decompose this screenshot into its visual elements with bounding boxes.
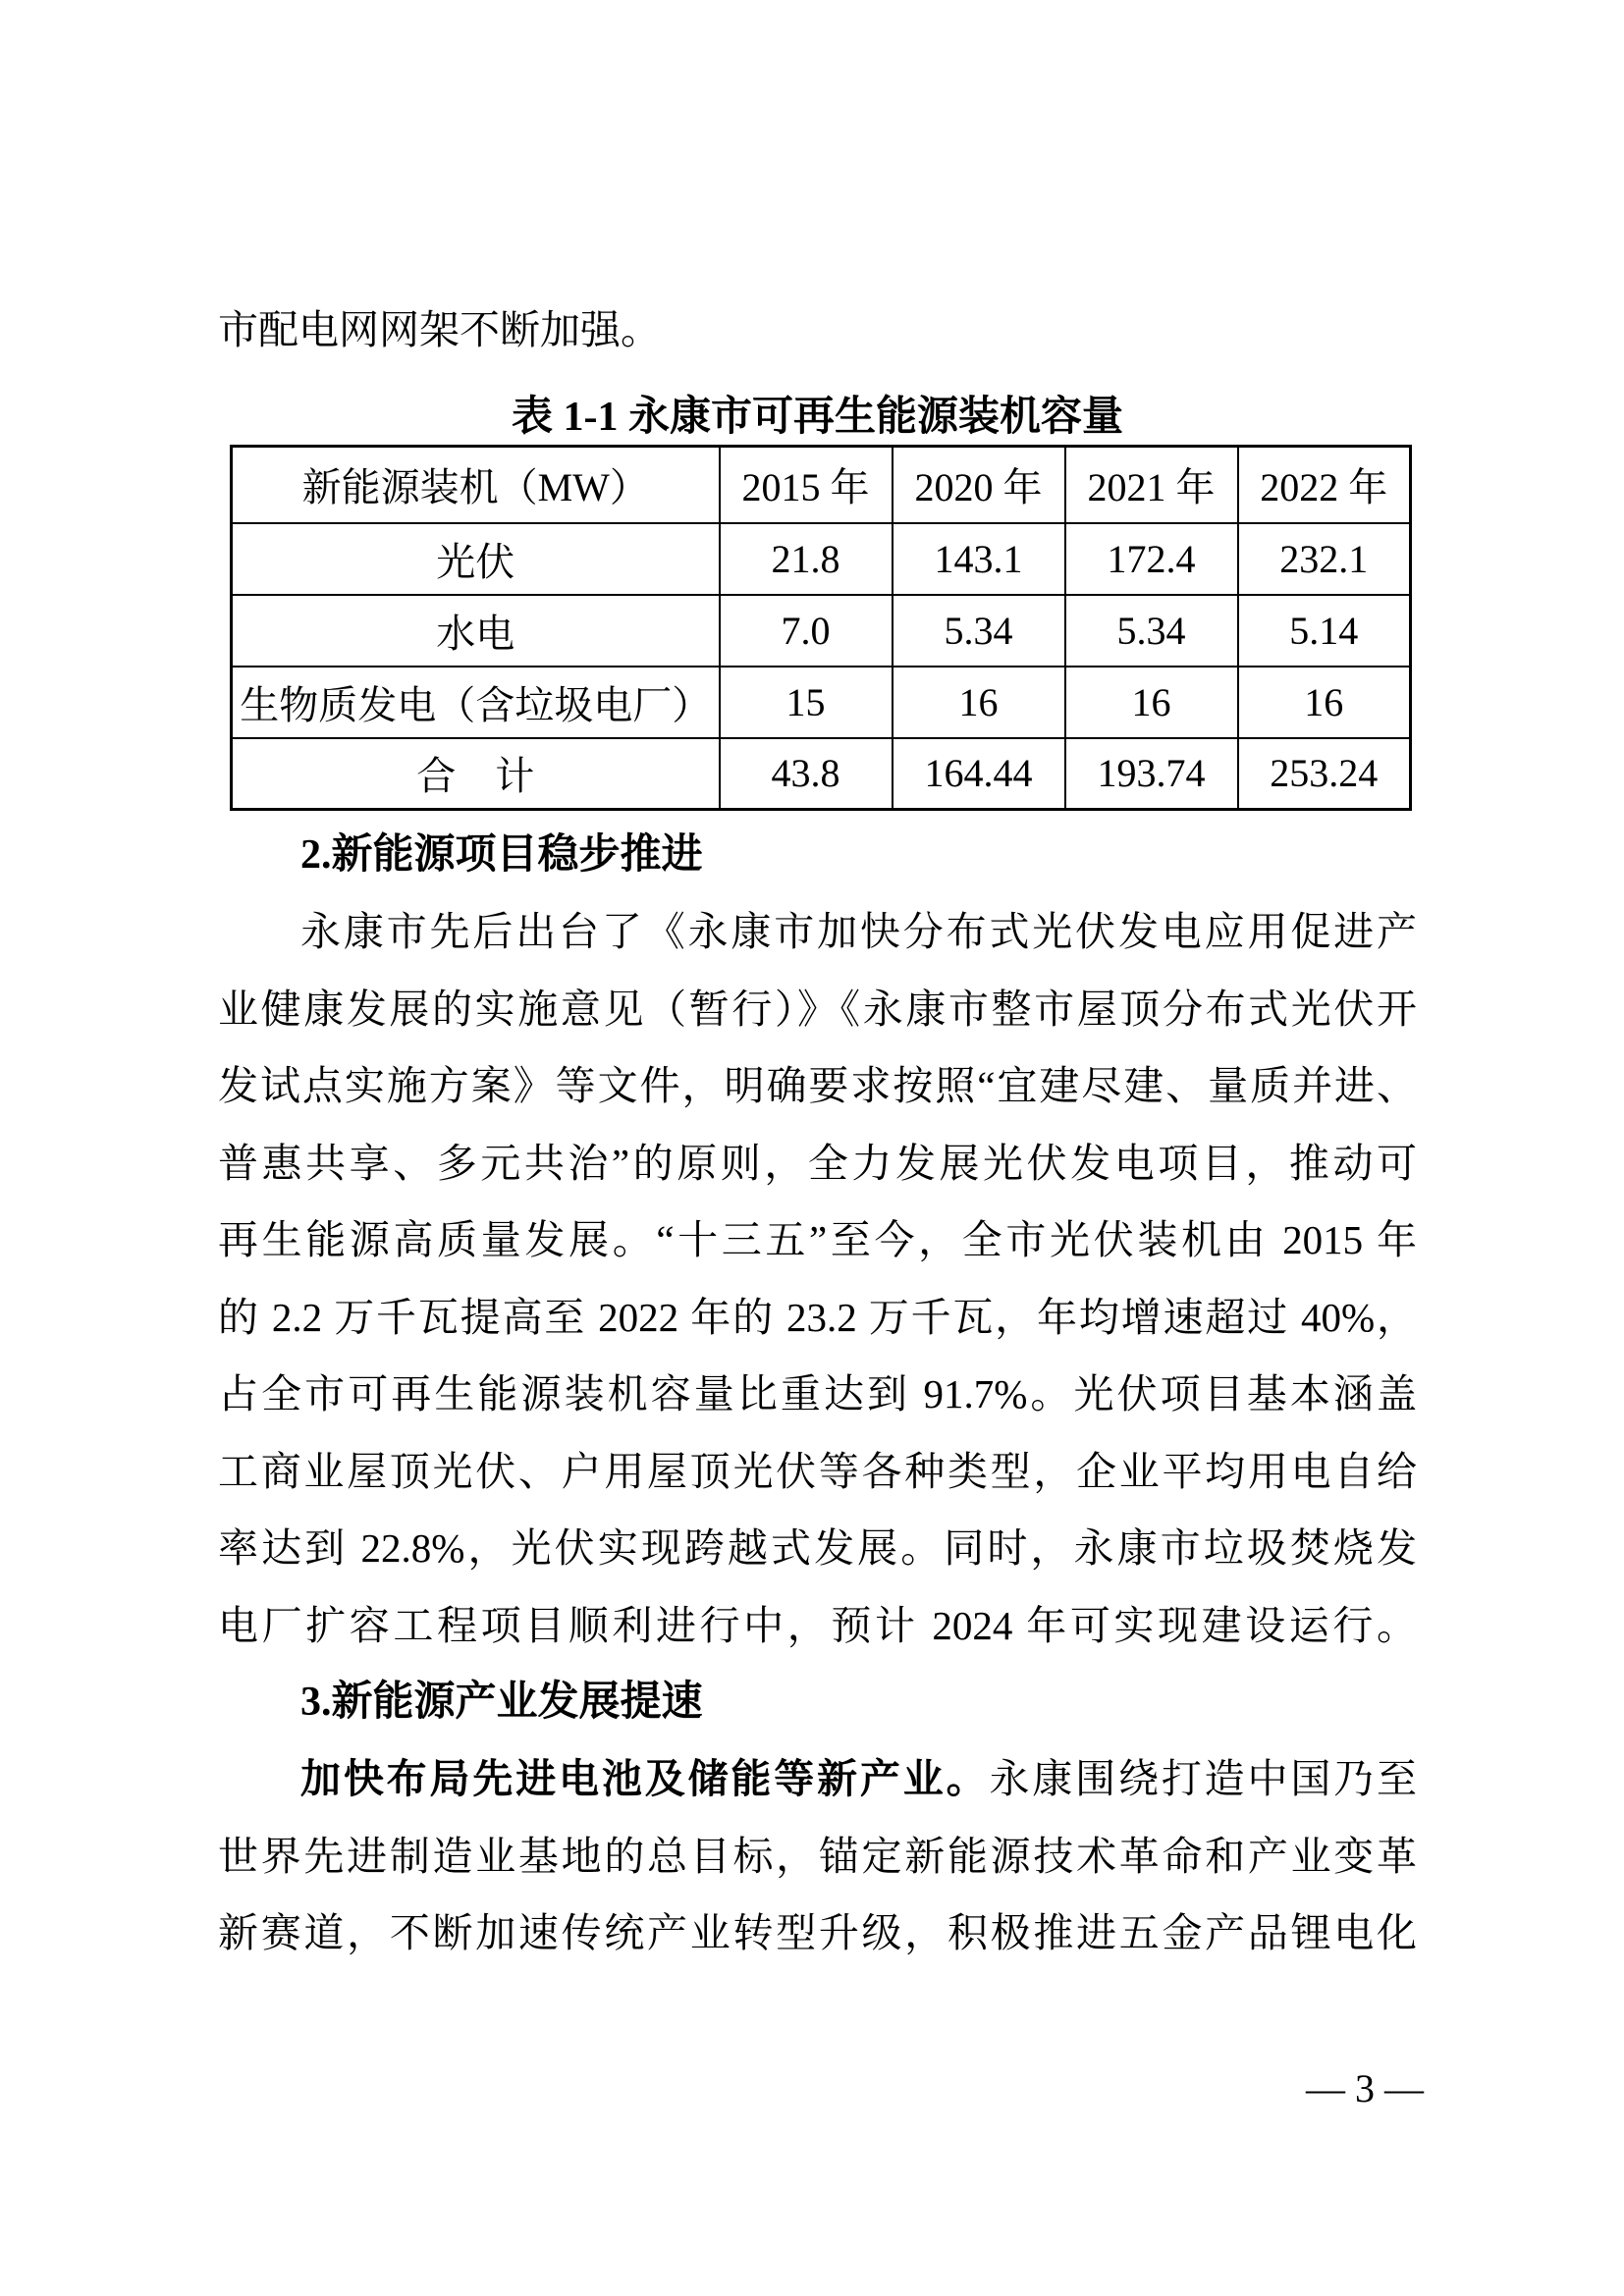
table-cell-label: 生物质发电（含垃圾电厂）: [232, 667, 720, 738]
table-cell-value: 21.8: [720, 523, 893, 595]
paragraph-line: 普惠共享、多元共治”的原则，全力发展光伏发电项目，推动可: [218, 1140, 1417, 1186]
paragraph-line: 工商业屋顶光伏、户用屋顶光伏等各种类型，企业平均用电自给: [218, 1448, 1417, 1494]
paragraph-lead-rest: 永康围绕打造中国乃至: [989, 1756, 1417, 1801]
paragraph-line: 率达到 22.8%，光伏实现跨越式发展。同时，永康市垃圾焚烧发: [218, 1525, 1417, 1571]
table-cell-value: 172.4: [1065, 523, 1238, 595]
table-cell-value: 16: [893, 667, 1065, 738]
table-cell-value: 253.24: [1238, 738, 1411, 810]
paragraph-line: 永康市先后出台了《永康市加快分布式光伏发电应用促进产: [300, 909, 1417, 954]
table-cell-value: 5.34: [893, 595, 1065, 667]
table-cell-value: 164.44: [893, 738, 1065, 810]
section-2-heading: 2.新能源项目稳步推进: [300, 832, 703, 878]
table-cell-value: 232.1: [1238, 523, 1411, 595]
paragraph-line: 发试点实施方案》等文件，明确要求按照“宜建尽建、量质并进、: [218, 1063, 1417, 1108]
table-cell-value: 16: [1065, 667, 1238, 738]
table-cell-label: 光伏: [232, 523, 720, 595]
table-cell-value: 143.1: [893, 523, 1065, 595]
paragraph-line: 再生能源高质量发展。“十三五”至今，全市光伏装机由 2015 年: [218, 1217, 1417, 1262]
section-3-heading: 3.新能源产业发展提速: [300, 1680, 703, 1725]
table-header-cell: 新能源装机（MW）: [232, 447, 720, 523]
table-header-cell: 2021 年: [1065, 447, 1238, 523]
paragraph-line: 新赛道，不断加速传统产业转型升级，积极推进五金产品锂电化: [218, 1910, 1417, 1955]
table-row-biomass: [232, 667, 1411, 738]
paragraph-line: 世界先进制造业基地的总目标，锚定新能源技术革命和产业变革: [218, 1833, 1417, 1879]
table-cell-value: 5.34: [1065, 595, 1238, 667]
table-cell-value: 5.14: [1238, 595, 1411, 667]
paragraph-line: [218, 1740, 1417, 1818]
intro-paragraph-line: 市配电网网架不断加强。: [218, 307, 661, 352]
paragraph-line: 占全市可再生能源装机容量比重达到 91.7%。光伏项目基本涵盖: [218, 1371, 1417, 1416]
table-cell-value: 15: [720, 667, 893, 738]
paragraph-lead-bold: 加快布局先进电池及储能等新产业。: [300, 1756, 990, 1801]
paragraph-line: 的 2.2 万千瓦提高至 2022 年的 23.2 万千瓦，年均增速超过 40%，: [218, 1294, 1417, 1340]
table-header-cell: 2020 年: [893, 447, 1065, 523]
table-cell-value: 43.8: [720, 738, 893, 810]
table-cell-label: 合 计: [232, 738, 720, 810]
paragraph-line: 业健康发展的实施意见（暂行）》《永康市整市屋顶分布式光伏开: [218, 986, 1417, 1032]
table-row-pv: [232, 523, 1411, 595]
page-number: — 3 —: [1306, 2066, 1424, 2110]
document-content: [218, 0, 1417, 1972]
table-header-cell: 2015 年: [720, 447, 893, 523]
renewable-capacity-table: [230, 445, 1412, 811]
table-header-cell: 2022 年: [1238, 447, 1411, 523]
table-cell-value: 16: [1238, 667, 1411, 738]
table-title: 表 1-1 永康市可再生能源装机容量: [512, 395, 1123, 440]
table-row-total: [232, 738, 1411, 810]
table-row-hydro: [232, 595, 1411, 667]
table-cell-label: 水电: [232, 595, 720, 667]
paragraph-line: 电厂扩容工程项目顺利进行中，预计 2024 年可实现建设运行。: [218, 1602, 1417, 1648]
table-cell-value: 7.0: [720, 595, 893, 667]
table-cell-value: 193.74: [1065, 738, 1238, 810]
table-header-row: [232, 447, 1411, 523]
